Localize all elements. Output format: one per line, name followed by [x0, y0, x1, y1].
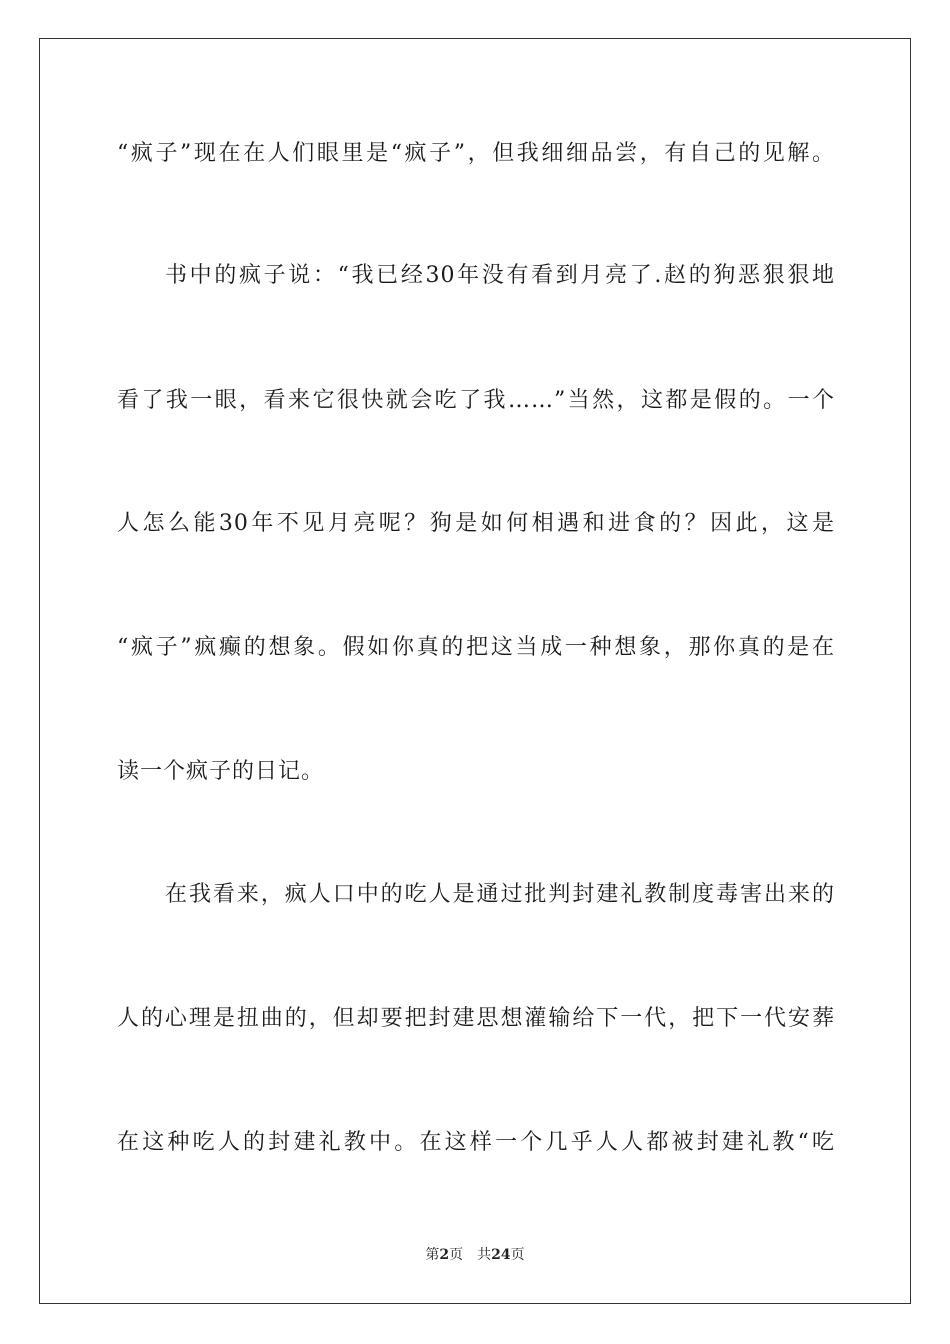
- page-prefix: 第: [425, 1247, 440, 1263]
- paragraph-line-8: 人的心理是扭曲的，但却要把封建思想灌输给下一代，把下一代安葬: [117, 1006, 835, 1031]
- total-prefix: 共: [477, 1247, 492, 1263]
- total-suffix: 页: [510, 1247, 525, 1263]
- paragraph-line-2: 书中的疯子说：“我已经30年没有看到月亮了.赵的狗恶狠狠地: [165, 263, 835, 288]
- page-suffix: 页: [449, 1247, 464, 1263]
- paragraph-line-5: “疯子”疯癫的想象。假如你真的把这当成一种想象，那你真的是在: [117, 635, 835, 660]
- paragraph-line-1: “疯子”现在在人们眼里是“疯子”，但我细细品尝，有自己的见解。: [117, 141, 835, 166]
- page-current: 2: [439, 1247, 450, 1263]
- paragraph-line-3: 看了我一眼，看来它很快就会吃了我……”当然，这都是假的。一个: [117, 388, 835, 413]
- page-total: 24: [491, 1247, 511, 1263]
- paragraph-line-9: 在这种吃人的封建礼教中。在这样一个几乎人人都被封建礼教“吃: [117, 1130, 835, 1155]
- paragraph-line-7: 在我看来，疯人口中的吃人是通过批判封建礼教制度毒害出来的: [165, 882, 835, 907]
- paragraph-line-6: 读一个疯子的日记。: [117, 759, 325, 784]
- paragraph-line-4: 人怎么能30年不见月亮呢？狗是如何相遇和进食的？因此，这是: [117, 511, 835, 536]
- page-footer: [0, 1245, 950, 1265]
- page-border: [39, 38, 911, 1304]
